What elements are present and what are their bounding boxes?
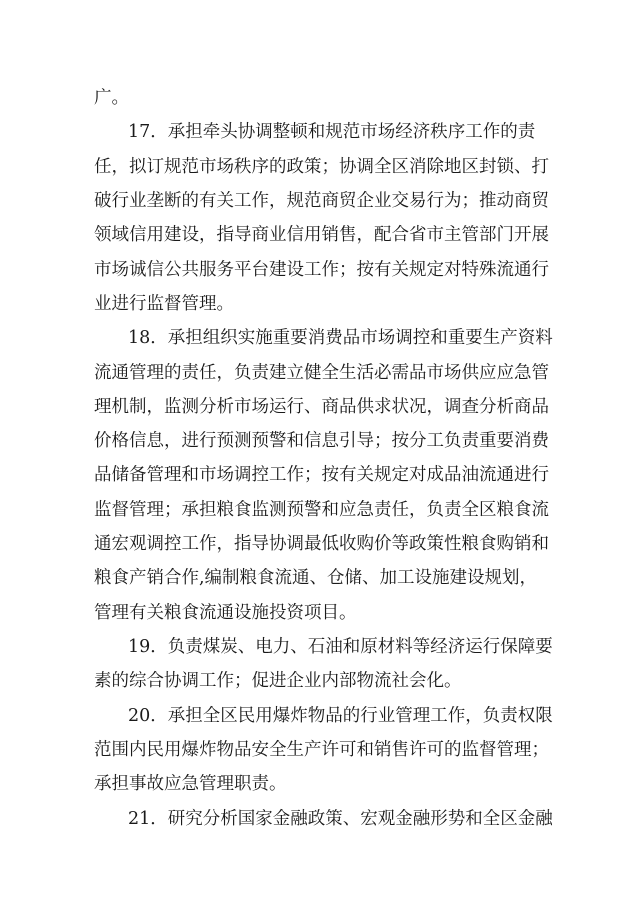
text-line: 业进行监督管理。 xyxy=(94,294,234,314)
text-line: 理机制，监测分析市场运行、商品供求状况，调查分析商品 xyxy=(94,397,549,417)
text-line: 承担事故应急管理职责。 xyxy=(94,774,287,794)
text-line: 素的综合协调工作；促进企业内部物流社会化。 xyxy=(94,671,462,691)
text-line: 监督管理；承担粮食监测预警和应急责任，负责全区粮食流 xyxy=(94,500,549,520)
text-line: 价格信息，进行预测预警和信息引导；按分工负责重要消费 xyxy=(94,431,549,451)
text-line: 流通管理的责任，负责建立健全生活必需品市场供应应急管 xyxy=(94,363,549,383)
text-line: 任，拟订规范市场秩序的政策；协调全区消除地区封锁、打 xyxy=(94,157,549,177)
text-line: 市场诚信公共服务平台建设工作；按有关规定对特殊流通行 xyxy=(94,260,549,280)
text-line: 广。 xyxy=(94,88,129,108)
text-line: 管理有关粮食流通设施投资项目。 xyxy=(94,603,357,623)
paragraph-19-start: 19．负责煤炭、电力、石油和原材料等经济运行保障要 xyxy=(128,637,553,657)
text-line: 品储备管理和市场调控工作；按有关规定对成品油流通进行 xyxy=(94,465,549,485)
text-line: 通宏观调控工作，指导协调最低收购价等政策性粮食购销和 xyxy=(94,534,549,554)
text-line: 范围内民用爆炸物品安全生产许可和销售许可的监督管理； xyxy=(94,740,549,760)
text-line: 破行业垄断的有关工作，规范商贸企业交易行为；推动商贸 xyxy=(94,191,549,211)
paragraph-17-start: 17．承担牵头协调整顿和规范市场经济秩序工作的责 xyxy=(128,122,536,142)
paragraph-21-start: 21．研究分析国家金融政策、宏观金融形势和全区金融 xyxy=(128,809,553,829)
text-line: 粮食产销合作,编制粮食流通、仓储、加工设施建设规划， xyxy=(94,568,538,588)
paragraph-20-start: 20．承担全区民用爆炸物品的行业管理工作，负责权限 xyxy=(128,706,553,726)
paragraph-18-start: 18．承担组织实施重要消费品市场调控和重要生产资料 xyxy=(128,328,553,348)
text-line: 领域信用建设，指导商业信用销售，配合省市主管部门开展 xyxy=(94,225,549,245)
